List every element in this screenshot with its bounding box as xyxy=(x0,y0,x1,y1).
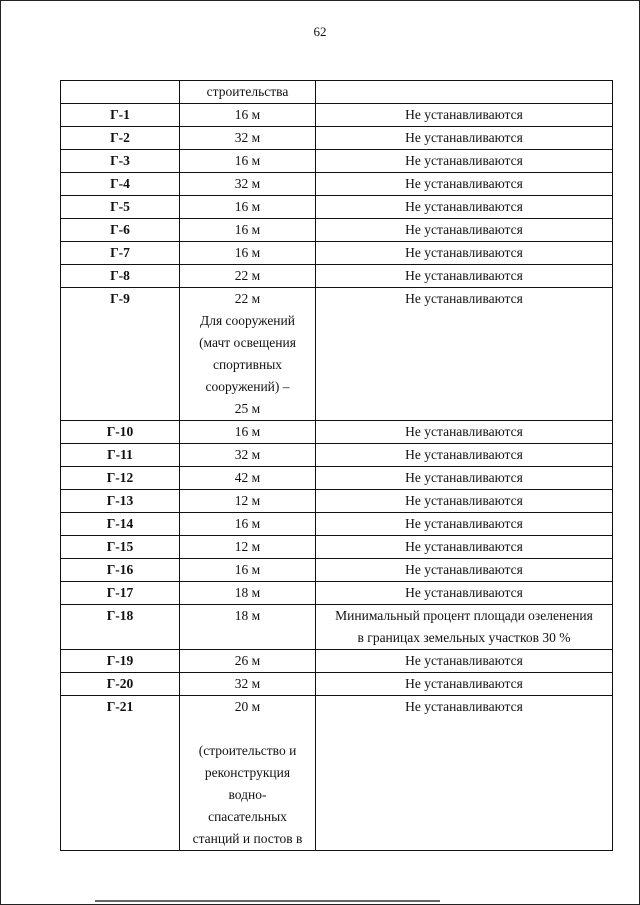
max-height-cell xyxy=(180,288,316,421)
max-height-note-line: реконструкция xyxy=(204,765,291,780)
limit-text: Не устанавливаются xyxy=(316,127,613,150)
max-height: 16 м xyxy=(180,513,316,536)
zone-code: Г-17 xyxy=(61,582,180,605)
zone-code: Г-12 xyxy=(61,467,180,490)
empty-cell xyxy=(61,81,180,104)
limit-text: Не устанавливаются xyxy=(316,650,613,673)
table-row xyxy=(61,513,613,536)
max-height: 12 м xyxy=(180,536,316,559)
max-height: 32 м xyxy=(180,444,316,467)
zone-code: Г-21 xyxy=(61,696,180,851)
max-height-note-line: спортивных xyxy=(212,357,283,372)
limit-text: Не устанавливаются xyxy=(316,173,613,196)
table-row xyxy=(61,219,613,242)
limit-text: Не устанавливаются xyxy=(316,490,613,513)
max-height: 16 м xyxy=(180,242,316,265)
max-height-note-line: 25 м xyxy=(234,401,261,416)
max-height: 22 м xyxy=(180,265,316,288)
max-height: 16 м xyxy=(180,421,316,444)
zone-code: Г-5 xyxy=(61,196,180,219)
max-height: 16 м xyxy=(180,196,316,219)
max-height-note-line: сооружений) – xyxy=(205,379,290,394)
max-height-note-line: (строительство и xyxy=(198,743,297,758)
max-height: 16 м xyxy=(180,150,316,173)
table-row xyxy=(61,444,613,467)
table-row xyxy=(61,265,613,288)
table-row xyxy=(61,196,613,219)
limit-text: Не устанавливаются xyxy=(316,150,613,173)
table-row xyxy=(61,421,613,444)
table-row xyxy=(61,582,613,605)
limit-text-line: в границах земельных участков 30 % xyxy=(357,630,571,645)
max-height-note-line: спасательных xyxy=(208,809,287,824)
table-row xyxy=(61,696,613,851)
zone-code: Г-7 xyxy=(61,242,180,265)
max-height: 26 м xyxy=(180,650,316,673)
max-height-note-line: станций и постов в xyxy=(192,831,303,846)
zone-code: Г-15 xyxy=(61,536,180,559)
spacer xyxy=(182,718,313,740)
max-height: 16 м xyxy=(180,104,316,127)
limit-text: Не устанавливаются xyxy=(316,196,613,219)
limit-text: Не устанавливаются xyxy=(316,673,613,696)
table-row xyxy=(61,242,613,265)
max-height: 42 м xyxy=(180,467,316,490)
limit-text: Не устанавливаются xyxy=(316,288,613,421)
table-row xyxy=(61,536,613,559)
zone-code: Г-11 xyxy=(61,444,180,467)
max-height: 20 м xyxy=(234,699,261,714)
max-height: 22 м xyxy=(234,291,261,306)
max-height: 16 м xyxy=(180,219,316,242)
limit-text: Не устанавливаются xyxy=(316,242,613,265)
page-number: 62 xyxy=(313,24,327,39)
max-height-note-line: (мачт освещения xyxy=(199,335,296,350)
limit-text: Не устанавливаются xyxy=(316,467,613,490)
max-height: 32 м xyxy=(180,673,316,696)
table-row xyxy=(61,173,613,196)
limit-text-cell xyxy=(316,605,613,650)
max-height: 32 м xyxy=(180,173,316,196)
zoning-table xyxy=(60,80,613,851)
zone-code: Г-6 xyxy=(61,219,180,242)
max-height: 16 м xyxy=(180,559,316,582)
zone-code: Г-1 xyxy=(61,104,180,127)
limit-text: Не устанавливаются xyxy=(316,444,613,467)
table-row xyxy=(61,127,613,150)
empty-cell xyxy=(316,81,613,104)
table-row xyxy=(61,490,613,513)
zone-code: Г-8 xyxy=(61,265,180,288)
table-row xyxy=(61,288,613,421)
table-row xyxy=(61,650,613,673)
limit-text: Не устанавливаются xyxy=(316,265,613,288)
zone-code: Г-13 xyxy=(61,490,180,513)
zone-code: Г-3 xyxy=(61,150,180,173)
zone-code: Г-4 xyxy=(61,173,180,196)
zone-code: Г-14 xyxy=(61,513,180,536)
max-height: 12 м xyxy=(180,490,316,513)
max-height: 18 м xyxy=(180,582,316,605)
max-height-note-line: водно- xyxy=(228,787,267,802)
limit-text: Не устанавливаются xyxy=(316,559,613,582)
zone-code: Г-20 xyxy=(61,673,180,696)
table-row-header-continuation xyxy=(61,81,613,104)
limit-text: Не устанавливаются xyxy=(316,104,613,127)
zone-code: Г-2 xyxy=(61,127,180,150)
zone-code: Г-19 xyxy=(61,650,180,673)
zone-code: Г-9 xyxy=(61,288,180,421)
zone-code: Г-16 xyxy=(61,559,180,582)
limit-text: Не устанавливаются xyxy=(316,696,613,851)
scan-edge-line xyxy=(95,900,440,902)
limit-text: Не устанавливаются xyxy=(316,219,613,242)
max-height: 32 м xyxy=(180,127,316,150)
table-row xyxy=(61,605,613,650)
table-row xyxy=(61,467,613,490)
limit-text: Не устанавливаются xyxy=(316,421,613,444)
table-row xyxy=(61,104,613,127)
limit-text: Не устанавливаются xyxy=(316,536,613,559)
max-height-note-line: Для сооружений xyxy=(200,313,295,328)
table-row xyxy=(61,673,613,696)
limit-text: Не устанавливаются xyxy=(316,513,613,536)
max-height: 18 м xyxy=(180,605,316,650)
table-row xyxy=(61,150,613,173)
zone-code: Г-10 xyxy=(61,421,180,444)
max-height-cell xyxy=(180,696,316,851)
limit-text: Не устанавливаются xyxy=(316,582,613,605)
zone-code: Г-18 xyxy=(61,605,180,650)
limit-text-line: Минимальный процент площади озеленения xyxy=(335,608,593,623)
table-row xyxy=(61,559,613,582)
header-continuation-cell: строительства xyxy=(180,81,316,104)
